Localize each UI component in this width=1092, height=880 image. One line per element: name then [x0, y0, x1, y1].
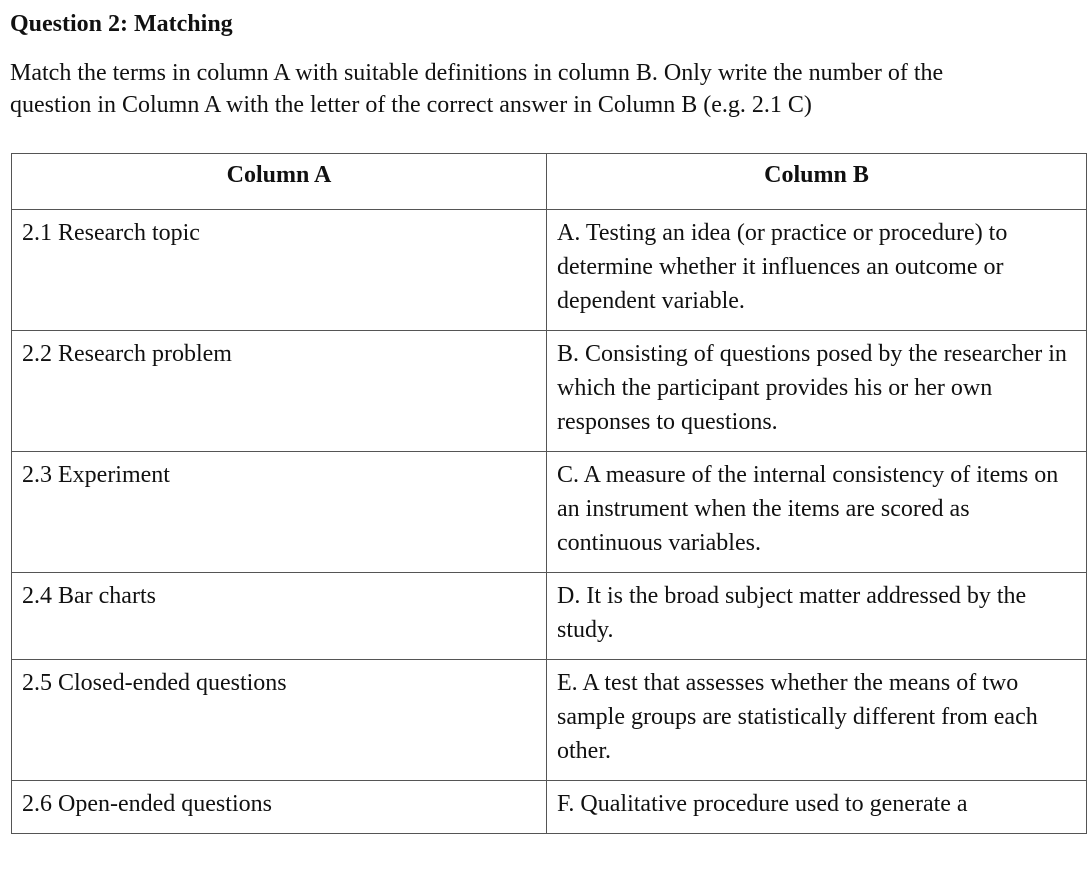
table-row — [12, 210, 1087, 331]
instruction-line: Match the terms in column A with suitable definitions in column B. Only write the number of the — [10, 60, 944, 86]
column-b-definition: E. A test that assesses whether the means of two sample groups are statistically different from each other. — [547, 660, 1087, 781]
table-row — [12, 660, 1087, 781]
column-a-term: 2.4 Bar charts — [12, 573, 547, 660]
column-a-term: 2.2 Research problem — [12, 331, 547, 452]
instruction-line: question in Column A with the letter of the correct answer in Column B (e.g. 2.1 C) — [10, 92, 812, 118]
table-row — [12, 781, 1087, 834]
column-a-term: 2.6 Open-ended questions — [12, 781, 547, 834]
column-a-term: 2.5 Closed-ended questions — [12, 660, 547, 781]
column-a-term: 2.1 Research topic — [12, 210, 547, 331]
question-heading: Question 2: Matching — [10, 11, 233, 37]
table-row — [12, 331, 1087, 452]
table-header-row — [12, 154, 1087, 210]
column-b-definition: A. Testing an idea (or practice or procedure) to determine whether it influences an outcome or dependent variable. — [547, 210, 1087, 331]
table-row — [12, 452, 1087, 573]
column-a-header: Column A — [12, 154, 547, 210]
column-b-definition: B. Consisting of questions posed by the researcher in which the participant provides his or her own responses to questions. — [547, 331, 1087, 452]
column-a-term: 2.3 Experiment — [12, 452, 547, 573]
column-b-definition: D. It is the broad subject matter addressed by the study. — [547, 573, 1087, 660]
question-instructions — [10, 57, 1090, 121]
column-b-definition: F. Qualitative procedure used to generate a — [547, 781, 1087, 834]
matching-table — [11, 153, 1087, 834]
column-b-definition: C. A measure of the internal consistency of items on an instrument when the items are scored as continuous variables. — [547, 452, 1087, 573]
table-row — [12, 573, 1087, 660]
column-b-header: Column B — [547, 154, 1087, 210]
